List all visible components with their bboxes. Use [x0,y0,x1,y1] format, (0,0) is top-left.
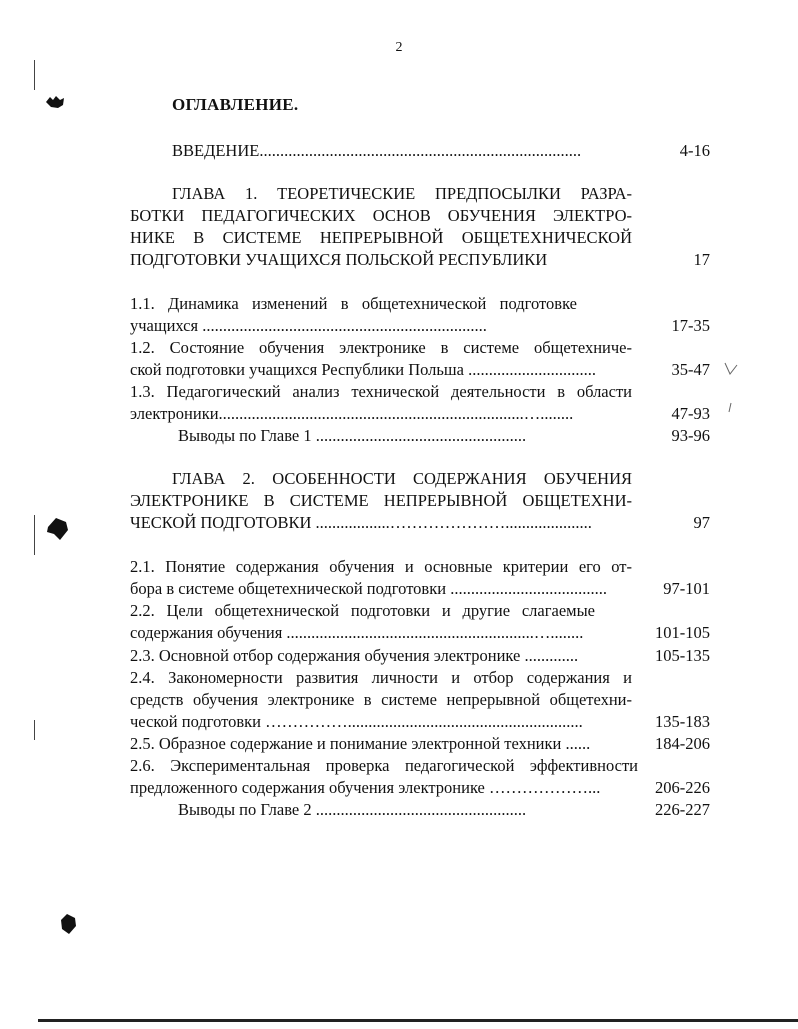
scan-margin-line [34,720,35,740]
ink-blot-icon [44,514,72,542]
chapter-title-line: ГЛАВА 1. ТЕОРЕТИЧЕСКИЕ ПРЕДПОСЫЛКИ РАЗРА- [172,184,632,203]
toc-page-range: 105-135 [655,646,710,665]
toc-entry-line: 2.4. Закономерности развития личности и отбор содержания и [130,668,632,687]
toc-page-range: 206-226 [655,778,710,797]
toc-page-range: 4-16 [679,141,710,160]
toc-entry-line: 1.3. Педагогический анализ технической деятельности в области [130,382,632,401]
toc-page-range: 97-101 [663,579,710,598]
toc-entry-line: 2.6. Экспериментальная проверка педагогической эффективности [130,756,638,775]
toc-page-range: 101-105 [655,623,710,642]
toc-entry-line: средств обучения электронике в системе непрерывной общетехни- [130,690,632,709]
chapter-title-line: ПОДГОТОВКИ УЧАЩИХСЯ ПОЛЬСКОЙ РЕСПУБЛИКИ [130,250,548,269]
toc-page-range: 184-206 [655,734,710,753]
toc-page-range: 135-183 [655,712,710,731]
chapter-title-line: ЧЕСКОЙ ПОДГОТОВКИ ..................…………………..................... [130,513,592,532]
ink-blot-icon [58,912,78,936]
toc-page-range: 17-35 [671,316,710,335]
toc-entry-line: 1.1. Динамика изменений в общетехнической подготовке [130,294,577,313]
toc-entry-line: 2.1. Понятие содержания обучения и основные критерии его от- [130,557,632,576]
chapter-title-line: ГЛАВА 2. ОСОБЕННОСТИ СОДЕРЖАНИЯ ОБУЧЕНИЯ [172,469,632,488]
toc-page-range: 35-47 [671,360,710,379]
toc-entry-line: содержания обучения ............................................................…........ [130,623,584,642]
toc-intro-label: ВВЕДЕНИЕ [172,141,260,160]
toc-entry-line: предложенного содержания обучения электронике ………………... [130,778,601,797]
toc-entry-line: Выводы по Главе 2 ................................................... [178,800,527,819]
toc-entry-line: учащихся ..................................................................... [130,316,487,335]
toc-entry-line: 2.5. Образное содержание и понимание электронной техники ...... [130,734,591,753]
pencil-mark-icon [722,360,740,378]
pencil-mark-icon [726,402,734,414]
toc-page-range: 47-93 [671,404,710,423]
toc-page-range: 226-227 [655,800,710,819]
toc-entry-line: Выводы по Главе 1 ................................................... [178,426,527,445]
chapter-title-line: НИКЕ В СИСТЕМЕ НЕПРЕРЫВНОЙ ОБЩЕТЕХНИЧЕСКОЙ [130,228,632,247]
toc-dots: .............................................................................. [259,141,582,160]
toc-entry-line: электроники..........................................................................…........ [130,404,574,423]
chapter-title-line: БОТКИ ПЕДАГОГИЧЕСКИХ ОСНОВ ОБУЧЕНИЯ ЭЛЕКТРО- [130,206,632,225]
toc-entry-line: 1.2. Состояние обучения электронике в системе общетехниче- [130,338,632,357]
toc-entry-line: ской подготовки учащихся Республики Польша ............................... [130,360,596,379]
chapter-title-line: ЭЛЕКТРОНИКЕ В СИСТЕМЕ НЕПРЕРЫВНОЙ ОБЩЕТЕХНИ- [130,491,632,510]
toc-entry-line: бора в системе общетехнической подготовки ...................................... [130,579,607,598]
toc-intro [172,140,612,162]
toc-entry-line: ческой подготовки ……………......................................................... [130,712,583,731]
scan-margin-line [34,515,35,555]
page-number: 2 [395,40,403,55]
scan-bottom-edge [38,1019,798,1022]
scan-margin-line [34,60,35,90]
toc-heading: ОГЛАВЛЕНИЕ. [172,95,299,114]
toc-entry-line: 2.2. Цели общетехнической подготовки и другие слагаемые [130,601,595,620]
toc-page-range: 93-96 [671,426,710,445]
toc-entry-line: 2.3. Основной отбор содержания обучения электронике ............. [130,646,579,665]
toc-page-range: 17 [693,250,710,269]
toc-page-range: 97 [693,513,710,532]
ink-blot-icon [44,94,66,110]
